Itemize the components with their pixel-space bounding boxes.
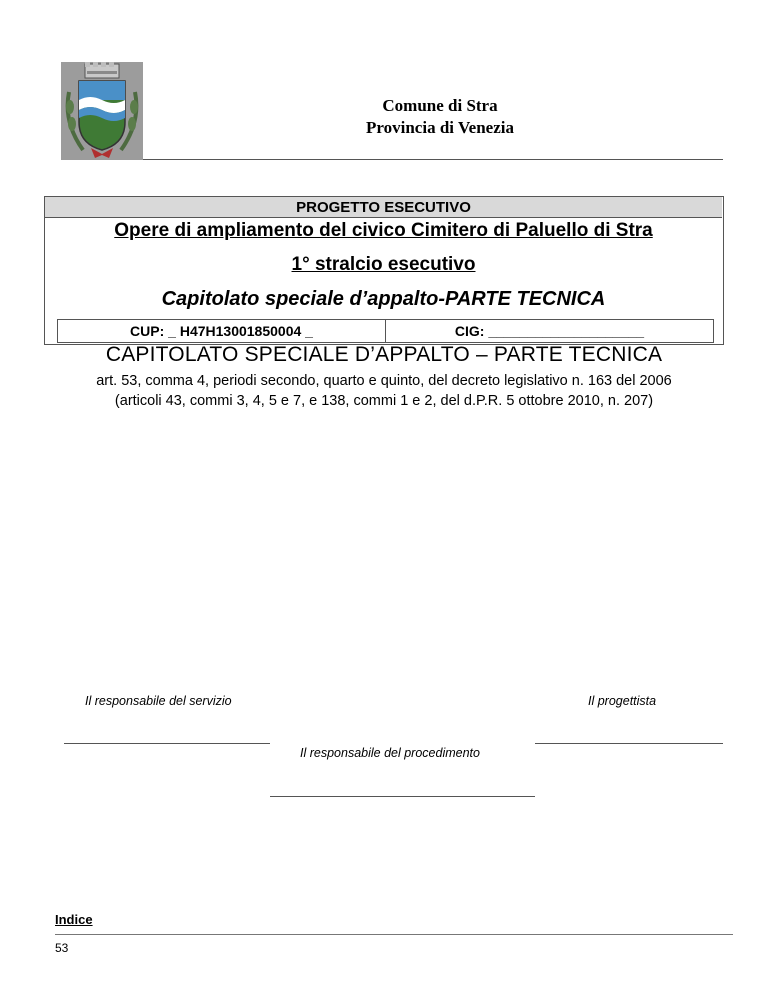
index-link[interactable]: Indice	[55, 912, 93, 927]
municipality-name: Comune di Stra	[382, 96, 498, 115]
project-title: Opere di ampliamento del civico Cimitero di Paluello di Stra	[114, 220, 653, 241]
project-stage: PROGETTO ESECUTIVO	[45, 197, 722, 218]
main-title: CAPITOLATO SPECIALE D’APPALTO – PARTE TECNICA	[105, 343, 663, 366]
project-phase: 1° stralcio esecutivo	[291, 254, 476, 275]
legal-reference	[30, 371, 738, 411]
codes-row	[57, 319, 714, 343]
municipality-heading	[300, 95, 580, 139]
province-name: Provincia di Venezia	[366, 118, 514, 137]
cig-code: CIG: ____________________	[385, 320, 713, 342]
footer-divider	[55, 934, 733, 935]
signature-line-designer	[535, 743, 723, 744]
signature-service-manager-label: Il responsabile del servizio	[85, 694, 232, 708]
document-type: Capitolato speciale d’appalto-PARTE TECNICA	[161, 288, 606, 310]
legal-reference-line-1: art. 53, comma 4, periodi secondo, quarto e quinto, del decreto legislativo n. 163 del 2006	[96, 373, 672, 389]
signature-line-service-manager	[64, 743, 270, 744]
cup-code: CUP: _ H47H13001850004 _	[130, 323, 313, 339]
page-number: 53	[55, 941, 69, 955]
coat-of-arms-icon	[61, 62, 143, 160]
signature-line-procedure-manager	[270, 796, 535, 797]
header-divider	[143, 159, 723, 160]
signature-designer-label: Il progettista	[588, 694, 657, 708]
legal-reference-line-2: (articoli 43, commi 3, 4, 5 e 7, e 138, commi 1 e 2, del d.P.R. 5 ottobre 2010, n. 207)	[114, 393, 654, 409]
signature-procedure-manager-label: Il responsabile del procedimento	[300, 746, 480, 760]
